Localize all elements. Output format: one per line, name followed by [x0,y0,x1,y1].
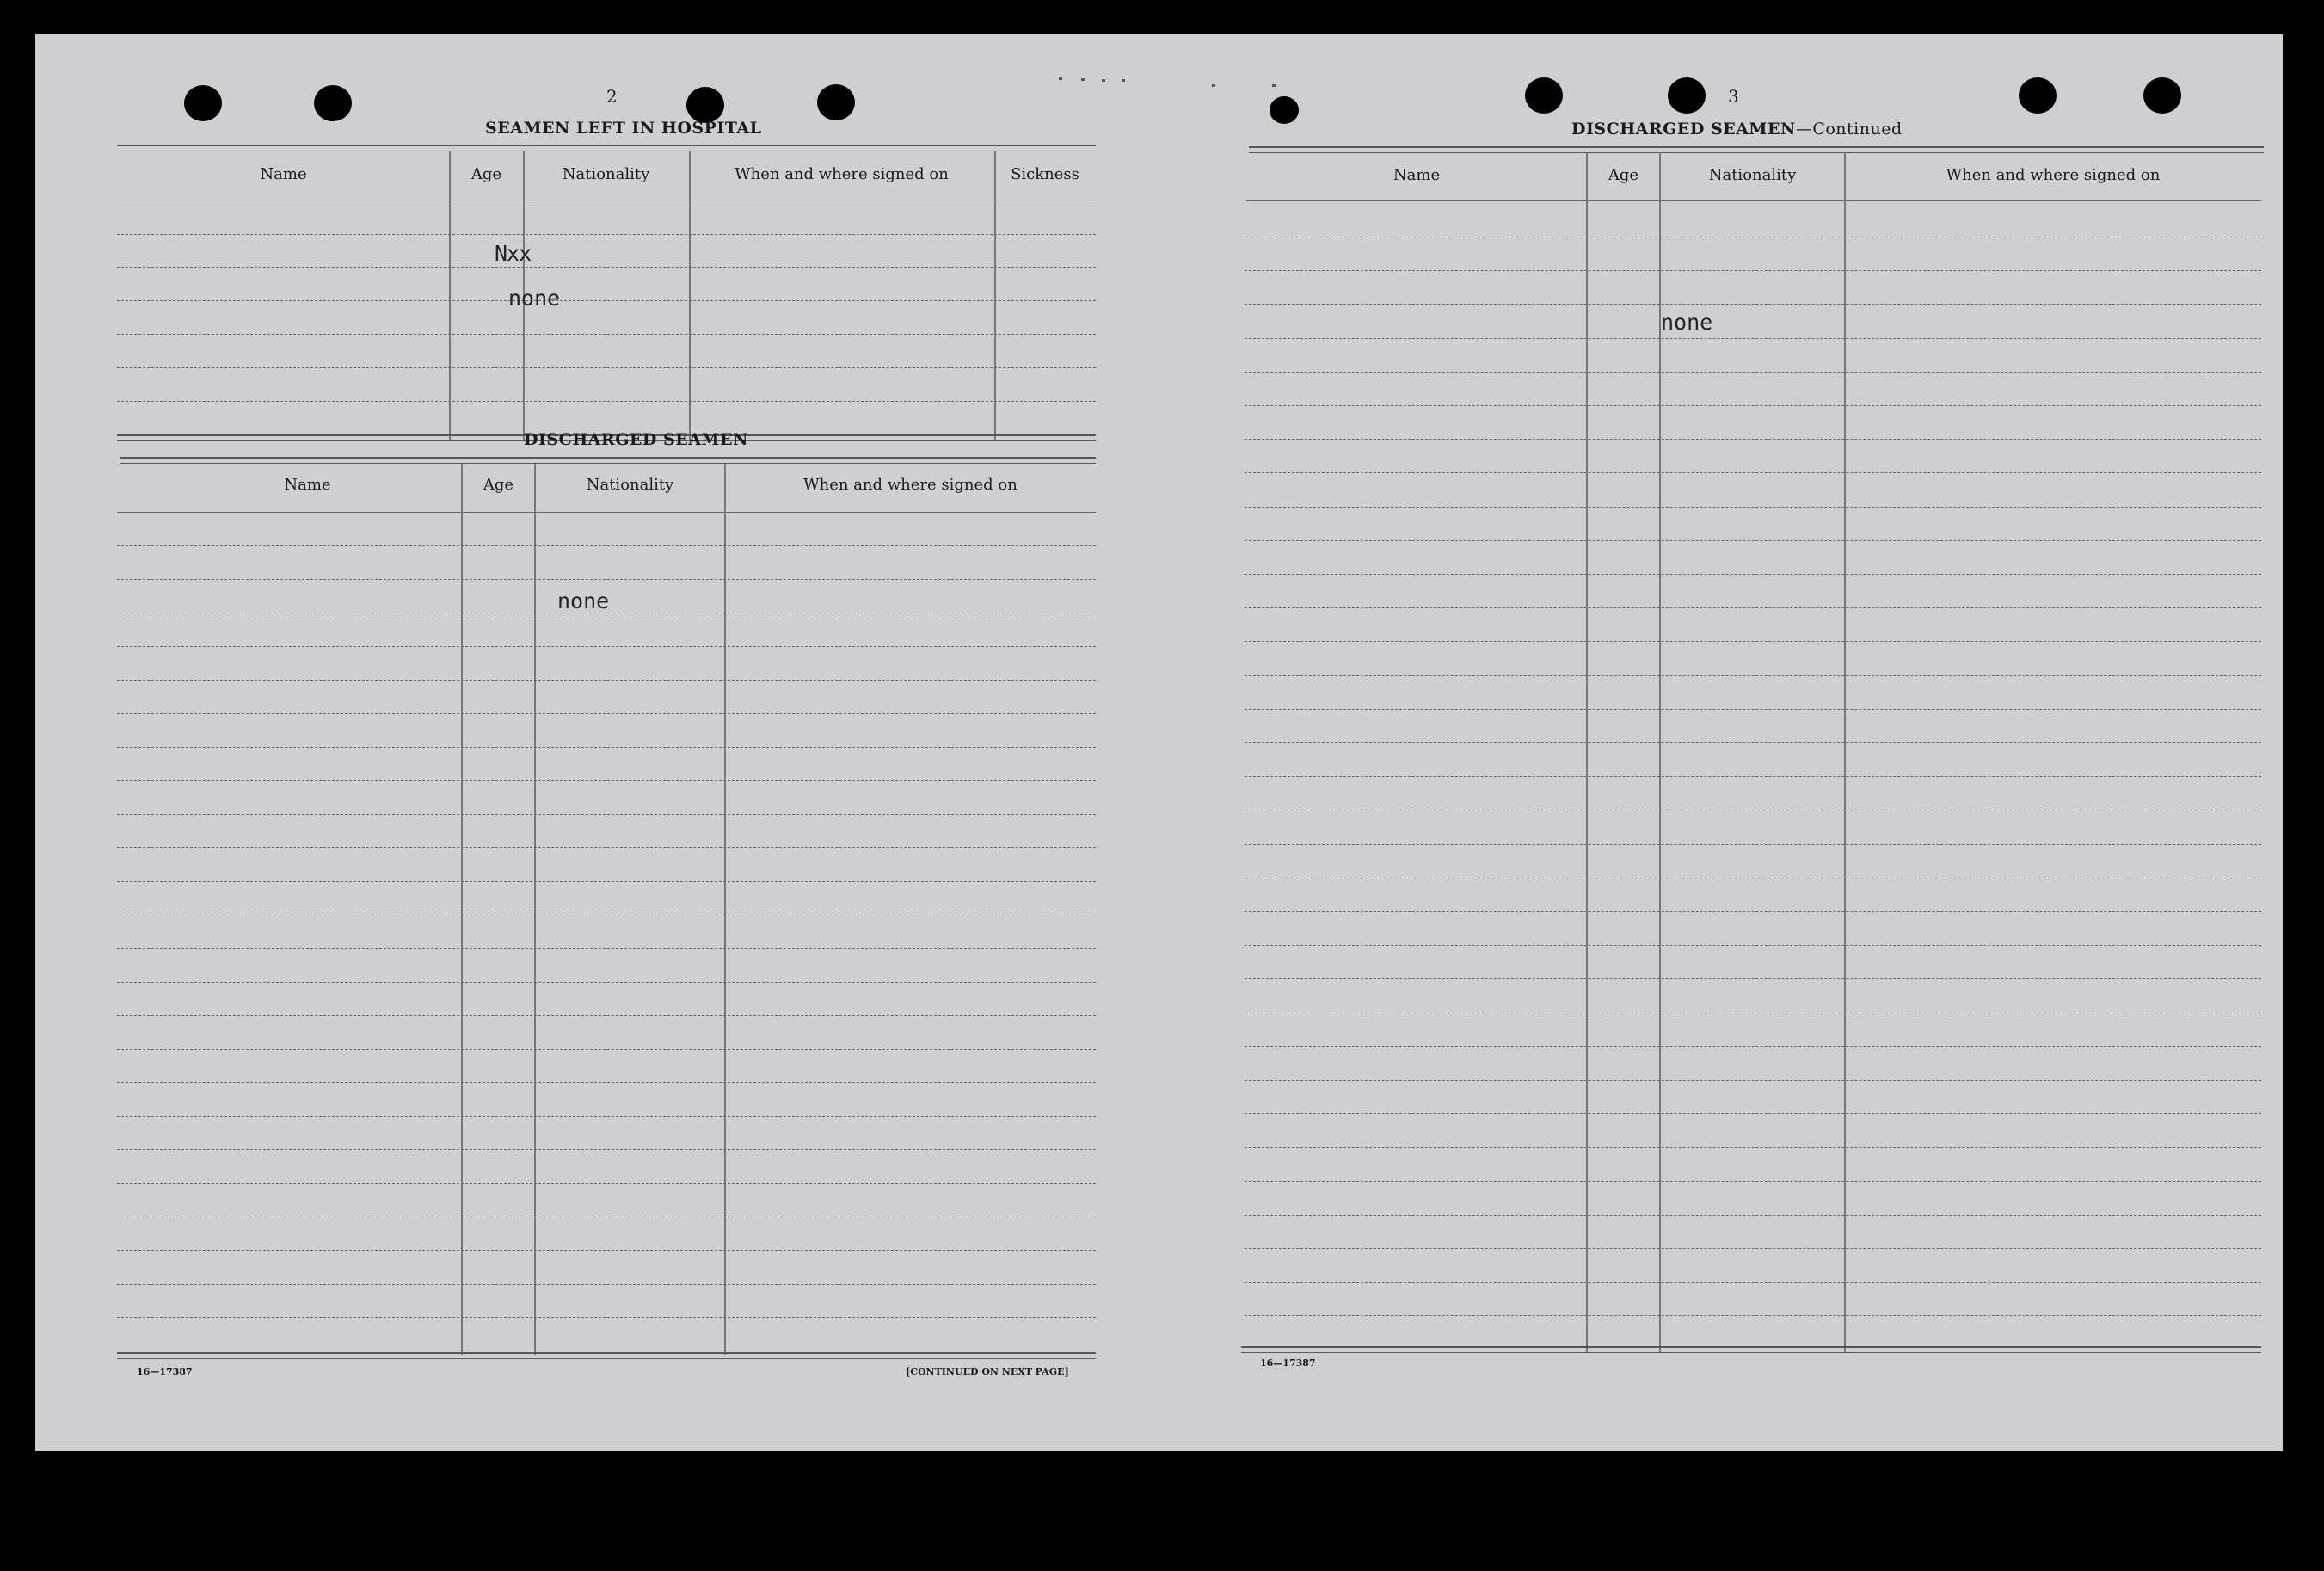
entry-line [1245,1147,2261,1148]
punch-hole [184,85,222,121]
entry-line [117,780,1096,781]
column-header-name: Name [284,476,331,494]
entry-line [1245,709,2261,710]
entry-line [117,1183,1096,1184]
entry-line [1245,439,2261,440]
entry-line [117,1284,1096,1285]
entry-line [1245,270,2261,271]
entry-line [1245,540,2261,541]
entry-line [1245,945,2261,946]
entry-line [1245,304,2261,305]
page-number: 2 [606,86,618,107]
section-title: SEAMEN LEFT IN HOSPITAL [485,119,762,138]
entry-line [1245,1215,2261,1216]
entry-line [117,545,1096,546]
entry-line [1245,607,2261,608]
entry-line [117,1116,1096,1117]
column-header-nationality: Nationality [1708,166,1797,184]
entry-line [117,267,1096,268]
ink-speck [1122,79,1125,82]
page-end-rule [117,1352,1096,1359]
column-divider [1844,152,1846,1352]
entry-line [117,1049,1096,1050]
column-header-age: Age [483,476,514,494]
header-rule [1246,200,2261,201]
punch-hole [2019,77,2057,114]
typed-entry: none [557,588,610,613]
entry-line [1245,372,2261,373]
entry-line [117,1317,1096,1318]
section-title: DISCHARGED SEAMEN [524,430,748,449]
column-header-sickness: Sickness [1011,165,1079,183]
entry-line [117,579,1096,580]
section-rule [120,457,1096,464]
column-divider [461,464,463,1355]
column-divider [449,151,451,440]
entry-line [117,234,1096,235]
typed-entry: Nxx [495,241,532,266]
entry-line [117,334,1096,335]
entry-line [1245,338,2261,339]
section-title [1571,120,1903,139]
section-rule [117,145,1096,151]
ink-speck [1059,77,1062,80]
entry-line [1245,574,2261,575]
entry-line [117,1250,1096,1251]
entry-line [1245,1248,2261,1249]
entry-line [117,401,1096,402]
document-sheet [35,34,2283,1451]
ink-speck [1081,78,1085,81]
section-title-text: DISCHARGED SEAMEN [1571,120,1796,139]
section-rule [1249,146,2264,153]
entry-line [1245,675,2261,676]
section-title-suffix: —Continued [1795,120,1903,139]
entry-line [117,1149,1096,1150]
page-number: 3 [1728,86,1739,107]
entry-line [1245,472,2261,473]
column-header-nationality: Nationality [586,476,674,494]
punch-hole [1668,77,1706,114]
entry-line [1245,776,2261,777]
entry-line [1245,641,2261,642]
entry-line [1245,1181,2261,1182]
typed-entry: none [508,286,561,311]
entry-line [1245,844,2261,845]
column-header-age: Age [1608,166,1639,184]
entry-line [1245,1282,2261,1283]
column-divider [994,151,996,440]
entry-line [117,680,1096,681]
column-header-when-where: When and where signed on [735,165,949,183]
column-divider [1586,152,1588,1352]
ink-speck [1272,84,1276,87]
column-header-when-where: When and where signed on [803,476,1018,494]
entry-line [117,646,1096,647]
entry-line [117,814,1096,815]
ink-speck [1102,79,1105,82]
entry-line [1245,1046,2261,1047]
entry-line [117,300,1096,301]
entry-line [1245,911,2261,912]
entry-line [117,847,1096,848]
entry-line [1245,1113,2261,1114]
punch-hole [314,85,352,121]
continued-note: [CONTINUED ON NEXT PAGE] [906,1366,1069,1377]
entry-line [1245,507,2261,508]
column-header-name: Name [260,165,307,183]
entry-line [117,367,1096,368]
column-header-nationality: Nationality [562,165,650,183]
entry-line [117,1082,1096,1083]
entry-line [117,948,1096,949]
column-header-when-where: When and where signed on [1946,166,2161,184]
punch-hole [1270,96,1299,124]
header-rule [117,512,1096,513]
entry-line [117,881,1096,882]
column-header-age: Age [470,165,502,183]
entry-line [117,1015,1096,1016]
punch-hole [1525,77,1563,114]
entry-line [1245,1315,2261,1316]
punch-hole [686,87,724,123]
column-divider [534,464,536,1355]
typed-entry: none [1661,310,1713,335]
entry-line [117,713,1096,714]
form-number: 16—17387 [1260,1358,1316,1369]
column-header-name: Name [1393,166,1441,184]
ink-speck [1212,84,1215,87]
form-number: 16—17387 [137,1366,193,1377]
entry-line [1245,405,2261,406]
entry-line [1245,742,2261,743]
punch-hole [2143,77,2181,114]
entry-line [117,747,1096,748]
punch-hole [817,84,855,120]
entry-line [1245,978,2261,979]
page-end-rule [1241,1346,2261,1353]
entry-line [117,982,1096,983]
column-divider [689,151,691,440]
entry-line [1245,1080,2261,1081]
column-divider [724,464,726,1355]
